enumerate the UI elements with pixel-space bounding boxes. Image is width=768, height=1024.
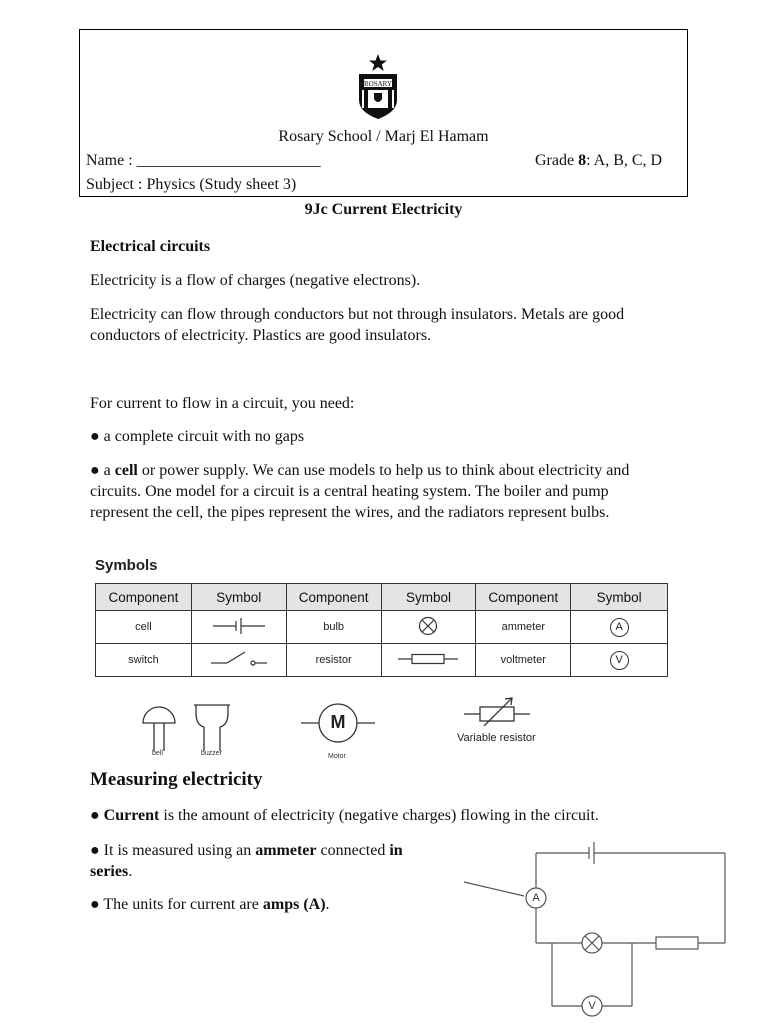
school-name: Rosary School / Marj El Hamam <box>278 128 489 145</box>
voltmeter-letter: V <box>588 1000 596 1012</box>
name-field: Name : _______________________ <box>86 152 321 169</box>
pointer-line <box>464 882 524 896</box>
section-heading-circuits: Electrical circuits <box>90 238 211 255</box>
symbols-heading: Symbols <box>95 557 158 574</box>
table-header: Component <box>286 584 381 611</box>
motor-letter: M <box>330 712 346 732</box>
bulb-symbol <box>381 611 476 644</box>
table-header: Symbol <box>571 584 668 611</box>
circuit-diagram <box>460 840 732 1020</box>
component-name: cell <box>96 611 192 644</box>
variable-resistor-caption: Variable resistor <box>457 732 536 744</box>
bullet-units: ● The units for current are amps (A). <box>90 896 330 913</box>
bell-buzzer-symbols <box>138 701 238 753</box>
buzzer-caption: buzzer <box>201 750 223 757</box>
switch-symbol <box>191 644 286 677</box>
ammeter-letter: A <box>532 892 540 904</box>
variable-resistor-symbol <box>462 694 532 730</box>
component-name: voltmeter <box>476 644 571 677</box>
bullet-complete-circuit: ● a complete circuit with no gaps <box>90 428 305 445</box>
component-name: ammeter <box>476 611 571 644</box>
grade-label: Grade 8: A, B, C, D <box>535 152 663 169</box>
component-name: bulb <box>286 611 381 644</box>
page-title: 9Jc Current Electricity <box>304 201 463 218</box>
star-icon <box>369 54 387 71</box>
bullet-cell: ● a cell or power supply. We can use models to help us to think about electricity and circuits. One model for a circuit is a central heating system. The boiler and pump represent the cell, the pipes represent the wires, and the radiators represent bulbs. <box>90 462 630 521</box>
bell-symbol <box>143 707 175 751</box>
section-heading-measuring: Measuring electricity <box>90 769 263 790</box>
table-row <box>96 644 668 677</box>
resistor-symbol <box>656 937 698 949</box>
table-header-row <box>96 584 668 611</box>
table-header: Component <box>476 584 571 611</box>
cell-symbol <box>191 611 286 644</box>
paragraph-conductors: Electricity can flow through conductors but not through insulators. Metals are good conductors of electricity. Plastics are good insulators. <box>90 306 625 344</box>
resistor-symbol <box>381 644 476 677</box>
bullet-current: ● Current is the amount of electricity (negative charges) flowing in the circuit. <box>90 807 599 824</box>
svg-text:ROSARY: ROSARY <box>363 80 393 88</box>
bullet-ammeter: ● It is measured using an ammeter connected in series. <box>90 842 403 880</box>
paragraph-needs: For current to flow in a circuit, you need: <box>90 395 355 412</box>
ammeter-symbol: A <box>571 611 668 644</box>
bell-caption: bell <box>152 750 163 757</box>
motor-caption: Motor <box>328 753 346 760</box>
voltmeter-symbol: V <box>571 644 668 677</box>
symbols-table <box>95 583 668 677</box>
component-name: switch <box>96 644 192 677</box>
table-header: Symbol <box>191 584 286 611</box>
school-logo <box>352 52 404 122</box>
component-name: resistor <box>286 644 381 677</box>
table-header: Symbol <box>381 584 476 611</box>
paragraph-flow: Electricity is a flow of charges (negative electrons). <box>90 272 421 289</box>
table-header: Component <box>96 584 192 611</box>
table-row <box>96 611 668 644</box>
subject-label: Subject : Physics (Study sheet 3) <box>86 176 297 193</box>
buzzer-symbol <box>194 705 230 751</box>
